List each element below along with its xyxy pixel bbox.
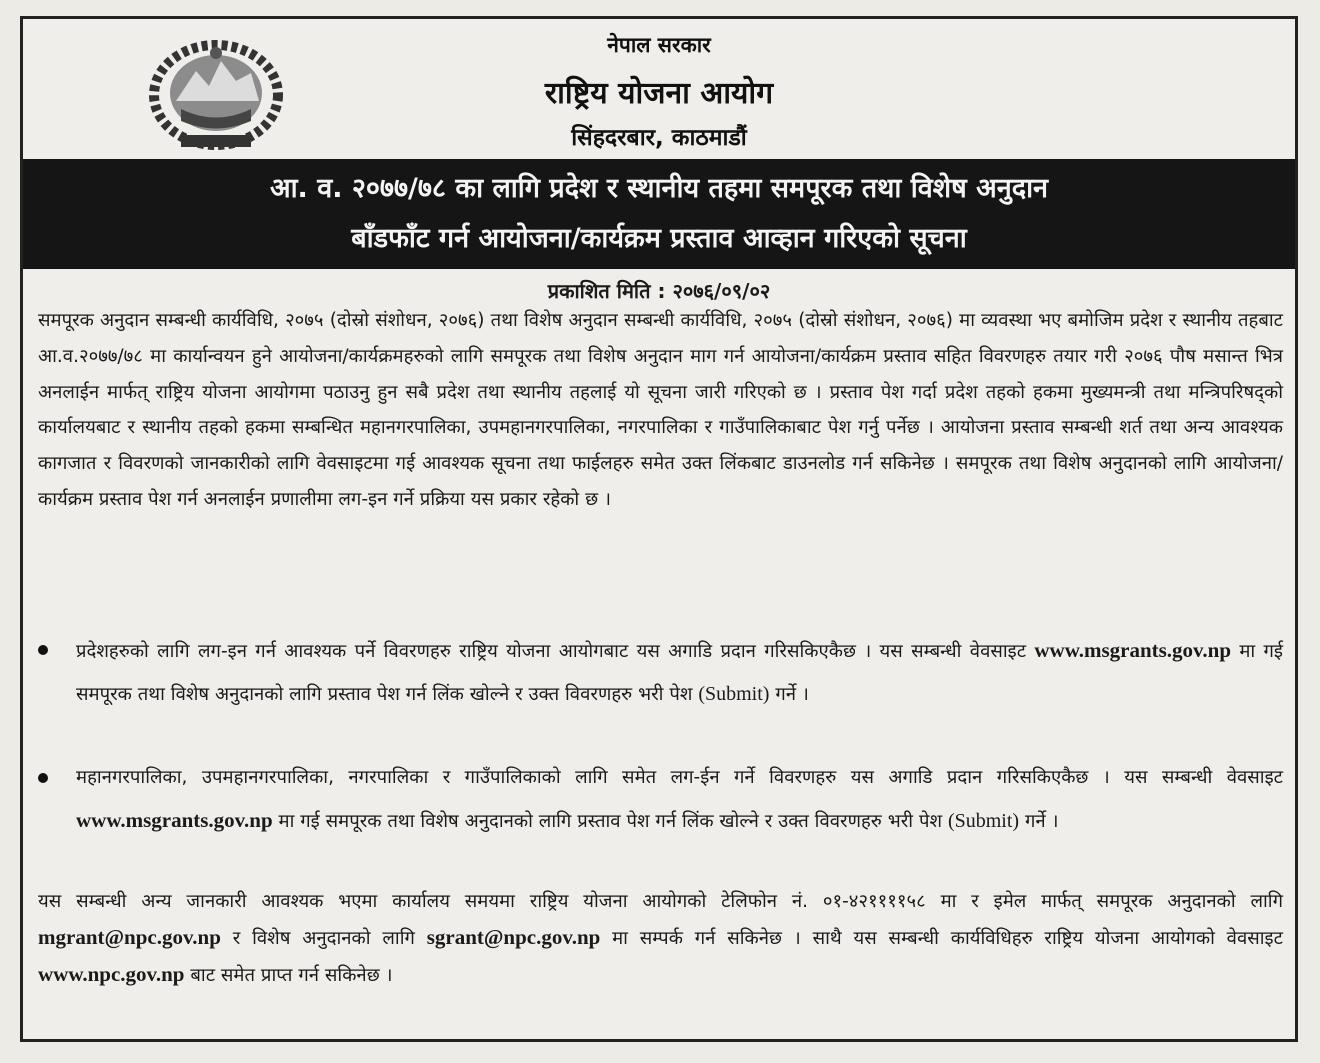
bullet-dot-icon	[38, 645, 48, 655]
msgrants-link[interactable]: www.msgrants.gov.np	[1034, 638, 1231, 662]
notice-frame	[20, 16, 1298, 1042]
npc-website-link[interactable]: www.npc.gov.np	[38, 961, 185, 986]
main-paragraph: समपूरक अनुदान सम्बन्धी कार्यविधि, २०७५ (दोस्रो संशोधन, २०७६) तथा विशेष अनुदान सम्बन्धी कार्यविधि, २०७५ (दोस्रो संशोधन, २०७६) मा व्यवस्था भए बमोजिम प्रदेश र स्थानीय तहबाट आ.व.२०७७/७८ मा कार्यान्वयन हुने आयोजना/कार्यक्रमहरुको लागि समपूरक तथा विशेष अनुदान माग गर्न आयोजना/कार्यक्रम प्रस्ताव सहित विवरणहरु तयार गरी २०७६ पौष मसान्त भित्र अनलाईन मार्फत् राष्ट्रिय योजना आयोगमा पठाउनु हुन सबै प्रदेश तथा स्थानीय तहलाई यो सूचना जारी गरिएको छ । प्रस्ताव पेश गर्दा प्रदेश तहको हकमा मुख्यमन्त्री तथा मन्त्रिपरिषद्को कार्यालयबाट र स्थानीय तहको हकमा सम्बन्धित महानगरपालिका, उपमहानगरपालिका, नगरपालिका र गाउँपालिकाबाट पेश गर्नु पर्नेछ । आयोजना प्रस्ताव सम्बन्धी शर्त तथा अन्य आवश्यक कागजात र विवरणको जानकारीको लागि वेवसाइटमा गई आवश्यक सूचना तथा फाईलहरु समेत उक्त लिंकबाट डाउनलोड गर्न सकिनेछ । समपूरक तथा विशेष अनुदानको लागि आयोजना/कार्यक्रम प्रस्ताव पेश गर्न अनलाईन प्रणालीमा लग-इन गर्ने प्रक्रिया यस प्रकार रहेको छ ।	[38, 310, 1283, 510]
notice-title-line2: बाँडफाँट गर्न आयोजना/कार्यक्रम प्रस्ताव आव्हान गरिएको सूचना	[351, 223, 967, 254]
mgrant-email-link[interactable]: mgrant@npc.gov.np	[38, 924, 221, 949]
msgrants-link[interactable]: www.msgrants.gov.np	[76, 808, 273, 832]
bullet-local-login	[38, 757, 1283, 843]
published-date: प्रकाशित मिति : २०७६/०९/०२	[547, 279, 771, 303]
organization-address: सिंहदरबार, काठमाडौं	[571, 125, 747, 151]
notice-title-line1: आ. व. २०७७/७८ का लागि प्रदेश र स्थानीय तहमा समपूरक तथा विशेष अनुदान	[269, 173, 1049, 204]
sgrant-email-link[interactable]: sgrant@npc.gov.np	[426, 924, 601, 949]
notice-title-banner	[23, 159, 1295, 269]
bullet-dot-icon	[38, 773, 48, 783]
contact-paragraph: यस सम्बन्धी अन्य जानकारी आवश्यक भएमा कार्यालय समयमा राष्ट्रिय योजना आयोगको टेलिफोन नं. ०१-४२११११५८ मा र इमेल मार्फत् समपूरक अनुदानको लागि mgrant@npc.gov.np र विशेष अनुदानको लागि sgrant@npc.gov.np मा सम्पर्क गर्न सकिनेछ । साथै यस सम्बन्धी कार्यविधिहरु राष्ट्रिय योजना आयोगको वेवसाइट www.npc.gov.np बाट समेत प्राप्त गर्न सकिनेछ ।	[38, 891, 1283, 986]
bullet-text: प्रदेशहरुको लागि लग-इन गर्न आवश्यक पर्ने विवरणहरु राष्ट्रिय योजना आयोगबाट यस अगाडि प्रदान गरिसकिएकैछ । यस सम्बन्धी वेवसाइट www.msgrants.gov.np मा गई समपूरक तथा विशेष अनुदानको लागि प्रस्ताव पेश गर्न लिंक खोल्ने र उक्त विवरणहरु भरी पेश (Submit) गर्ने ।	[76, 638, 1283, 705]
government-name: नेपाल सरकार	[607, 33, 711, 57]
bullet-text: महानगरपालिका, उपमहानगरपालिका, नगरपालिका र गाउँपालिकाको लागि समेत लग-ईन गर्ने विवरणहरु यस अगाडि प्रदान गरिसकिएकैछ । यस सम्बन्धी वेवसाइट www.msgrants.gov.np मा गई समपूरक तथा विशेष अनुदानको लागि प्रस्ताव पेश गर्न लिंक खोल्ने र उक्त विवरणहरु भरी पेश (Submit) गर्ने ।	[76, 767, 1283, 832]
bullet-province-login	[38, 629, 1283, 716]
organization-name: राष्ट्रिय योजना आयोग	[544, 76, 774, 111]
